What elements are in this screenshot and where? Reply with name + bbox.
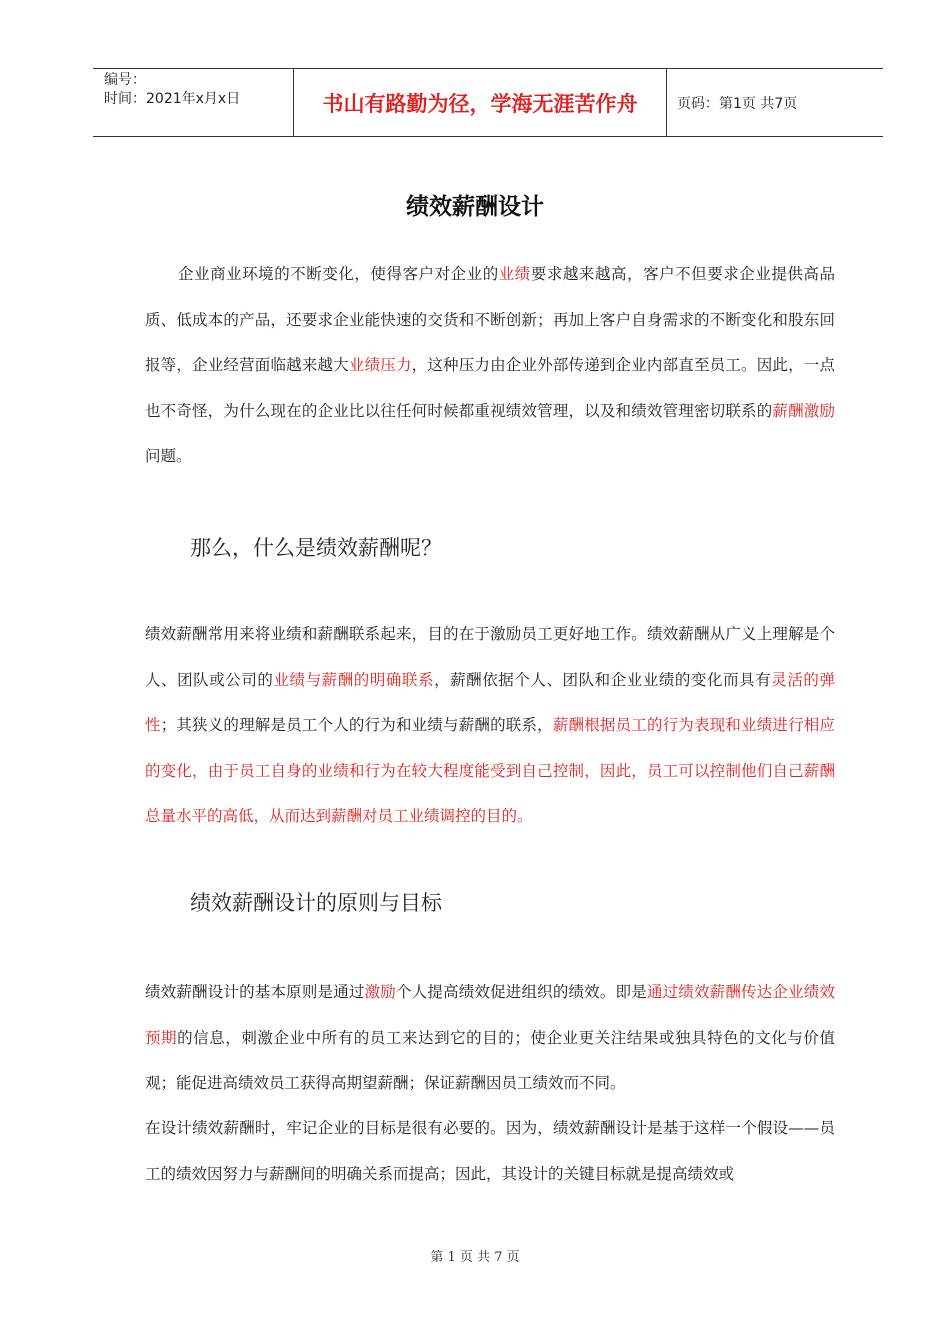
document-number-label: 编号： bbox=[104, 72, 146, 88]
intro-highlight-1: 业绩 bbox=[498, 265, 531, 283]
principle-text-3: 的信息，刺激企业中所有的员工来达到它的目的；使企业更关注结果或独具特色的文化与价值观；能促进高绩效员工获得高期望薪酬；保证薪酬因员工绩效而不同。 bbox=[145, 1028, 835, 1092]
definition-text-3: ；其狭义的理解是员工个人的行为和业绩与薪酬的联系， bbox=[160, 716, 553, 734]
intro-highlight-2: 业绩压力 bbox=[348, 356, 412, 374]
document-title: 绩效薪酬设计 bbox=[406, 193, 544, 220]
definition-highlight-1: 业绩与薪酬的明确联系 bbox=[273, 670, 435, 689]
header-meta-cell bbox=[93, 69, 294, 136]
definition-text-1: 绩效薪酬常用来将业绩和薪酬联系起来，目的在于激励员工更好地工作。绩效薪酬从广义上理解是个人、团队或公司的 bbox=[145, 625, 835, 689]
intro-paragraph bbox=[145, 252, 835, 480]
principle-text-1: 绩效薪酬设计的基本原则是通过 bbox=[145, 983, 365, 1001]
header-page-info: 页码：第1页 共7页 bbox=[677, 95, 798, 112]
intro-highlight-3: 薪酬激励 bbox=[772, 401, 835, 420]
principle-paragraph bbox=[145, 970, 835, 1107]
principle-highlight-1: 激励 bbox=[364, 983, 396, 1001]
section-heading-principles: 绩效薪酬设计的原则与目标 bbox=[190, 891, 442, 915]
definition-text-2: ，薪酬依据个人、团队和企业业绩的变化而具有 bbox=[434, 670, 772, 689]
intro-text-4: 问题。 bbox=[145, 447, 192, 465]
intro-text-2: 要求越来越高，客户不但要求企业提供高品质、低成本的产品，还要求企业能快速的交货和不断创新；再加上客户自身需求的不断变化和股东回报等，企业经营面临越来越大 bbox=[145, 265, 835, 374]
principle-highlight-2: 通过绩效薪酬传达企业绩效预期 bbox=[145, 983, 835, 1047]
intro-text-3: ，这种压力由企业外部传递到企业内部直至员工。因此，一点也不奇怪，为什么现在的企业比以往任何时候都重视绩效管理，以及和绩效管理密切联系的 bbox=[145, 356, 835, 420]
page-footer: 第 1 页 共 7 页 bbox=[430, 1250, 520, 1265]
document-header bbox=[93, 68, 883, 137]
goal-paragraph: 在设计绩效薪酬时，牢记企业的目标是很有必要的。因为，绩效薪酬设计是基于这样一个假设——员工的绩效因努力与薪酬间的明确关系而提高；因此，其设计的关键目标就是提高绩效或 bbox=[145, 1119, 835, 1183]
section-heading-what: 那么，什么是绩效薪酬呢？ bbox=[190, 536, 442, 560]
header-motto: 书山有路勤为径，学海无涯苦作舟 bbox=[294, 69, 667, 136]
definition-highlight-3: 薪酬根据员工的行为表现和业绩进行相应的变化，由于员工自身的业绩和行为在较大程度能受到自己控制，因此，员工可以控制他们自己薪酬总量水平的高低，从而达到薪酬对员工业绩调控的目的。 bbox=[145, 716, 835, 825]
principle-text-2: 个人提高绩效促进组织的绩效。即是 bbox=[395, 983, 647, 1001]
document-time-label: 时间：2021年x月x日 bbox=[104, 91, 241, 107]
intro-text-1: 企业商业环境的不断变化，使得客户对企业的 bbox=[178, 265, 499, 283]
definition-paragraph bbox=[145, 612, 835, 840]
definition-highlight-2: 灵活的弹性 bbox=[145, 670, 835, 734]
